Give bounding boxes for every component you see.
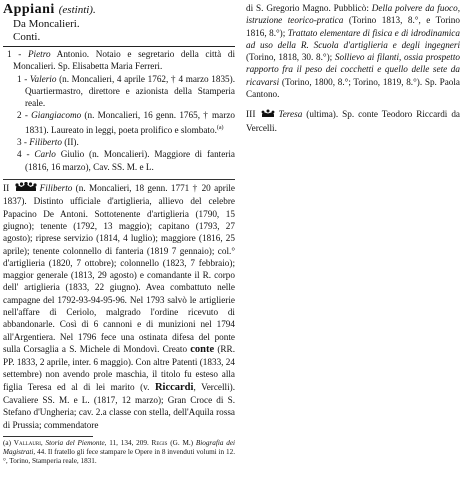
entry-name: Giangiacomo (31, 110, 82, 121)
coronet-icon (261, 109, 275, 121)
section-teresa (246, 108, 460, 134)
riccardi-word: Riccardi (154, 381, 194, 393)
continuation-text: di S. Gregorio Magno. Pubblicò: (246, 3, 372, 13)
family-branch: Conti. (13, 31, 41, 43)
entry-pietro (3, 48, 235, 73)
entry-text: (II). (61, 137, 79, 148)
entry-text: Giulio (n. Moncalieri). Maggiore di fanteria (1816, 16 marzo), Cav. SS. M. e L. (25, 149, 235, 172)
entry-carlo (3, 148, 235, 173)
section-text: , Vercelli). Cavaliere SS. M. e L. (1817, 12 marzo); Gran Croce di S. Stefano d'Ungheria; cav. 2.a classe con stella, dell'Aquila rossa di Prussia; commendatore (3, 381, 235, 430)
entry-name: Pietro (27, 49, 51, 59)
entry-filiberto-ref (3, 136, 235, 148)
footnote-text: 11, 134, 209. (106, 438, 149, 447)
section-text: (ultima). Sp. conte Teodoro Riccardi da Vercelli. (246, 109, 460, 133)
entry-valerio (3, 73, 235, 110)
family-name: Appiani (3, 2, 55, 17)
left-column (3, 2, 235, 467)
footnote-title: Biografia dei Magistrati, (3, 438, 236, 457)
entry-name: Filiberto (29, 137, 62, 148)
family-origin: Da Moncalieri. (13, 18, 80, 30)
continuation-text: (Torino, 1800, 8.°; Torino, 1819, 8.°). Sp. Paola Cantono. (246, 76, 460, 100)
work-title: Della polvere da fuoco, istruzione teorico-pratica (246, 3, 461, 26)
family-note: (estinti). (58, 4, 96, 16)
entry-name: Valerio (29, 73, 57, 84)
filiberto-continuation (246, 2, 460, 100)
footnote-author: Regis (148, 438, 168, 447)
footnote-text: (G. M.) (167, 438, 194, 447)
entry-name: Carlo (34, 149, 56, 160)
section-name: Teresa (278, 109, 303, 120)
conte-word: conte (190, 343, 215, 355)
section-text: (RR. PP. 1833, 2 aprile, inter. 6 maggio). Con altre Patenti (1833, 24 settembre) non avendo prole maschia, il titolo fu esteso alla figlia Teresa ed al di lei marito (v. (3, 343, 235, 392)
section-divider (3, 179, 235, 180)
entry-number: 4 - (17, 149, 30, 160)
footnote-ref: (a) (216, 124, 224, 131)
family-heading (3, 2, 235, 18)
footnote-text: 44. Il fratello gli fece stampare le Opere in 8 invenduti volumi in 12.°, Torino, Stamperia reale, 1831. (3, 448, 235, 466)
entry-text: (n. Moncalieri, 16 genn. 1765, † marzo 1831). Laureato in leggi, poeta prolifico e slombato. (25, 110, 235, 135)
entry-number: 1 - (17, 73, 28, 84)
entry-number: 2 - (17, 110, 28, 121)
entry-number: 1 - (7, 49, 22, 59)
work-title: Sollievo ai filanti, ossia prospetto rapporto fra il peso dei cocchetti e quello delle sete da ricavarsi (246, 52, 460, 87)
footnote (3, 439, 235, 467)
section-numeral: II (3, 184, 10, 195)
footnote-rule (3, 436, 93, 437)
continuation-text: (Torino, 1818, 30. 8.°); (246, 52, 335, 63)
section-text: (n. Moncalieri, 18 genn. 1771 † 20 aprile 1837). Distinto ufficiale d'artiglieria, allievo del celebre Papacino De Antoni. Sottotenente d'artiglieria (1790, 15 giugno); tenente (1792, 13 maggio); capitano (1793, 27 agosto); riprese servizio (1814, 4 luglio); maggiore (1816, 25 aprile); tenente colonnello di fanteria (1819 7 gennaio); col.° d'artiglieria (1820, 7 ottobre); colonnello (1823, 7 febbraio); maggior generale (1813, 29 agosto) e comandante il R. corpo dell' artiglieria (1833, 22 giugno). Avea combattuto nelle campagne del 1792-93-94-95-96. Nel 1793 salvò le artiglierie nell'affare di Ceriolo, malgrado l'ordine ricevuto di abbandonarle. Così di 6 cannoni e di munizioni nel 1794 all'Argentiera. Nel 1796 fece una ostinata difesa del ponte sulla Corsaglia a S. Michele di Mondovì. Creato (3, 183, 236, 354)
section-filiberto (3, 182, 235, 431)
entry-giangiacomo (3, 109, 235, 136)
entry-number: 3 - (17, 137, 27, 148)
crown-icon (15, 182, 37, 195)
heading-rule (3, 46, 235, 47)
section-numeral: III (246, 110, 256, 121)
entry-text: (n. Moncalieri, 4 aprile 1762, † 4 marzo 1835). Quartiermastro, direttore e azionista della Stamperia reale. (25, 73, 236, 109)
footnote-title: Storia del Piemonte, (42, 438, 107, 447)
footnote-mark: (a) (3, 438, 11, 447)
continuation-text: (Torino 1813, 8.°, e Torino 1816, 8.°); (246, 15, 460, 38)
entry-text: Antonio. Notaio e segretario della città di Moncalieri. Sp. Elisabetta Maria Ferreri. (13, 49, 236, 72)
section-name: Filiberto (39, 183, 73, 194)
right-column (246, 2, 460, 134)
work-title: Trattato elementare di fisica e di idrodinamica ad uso della R. Scuola d'artiglieria e degli ingegneri (246, 27, 460, 50)
footnote-author: Vallauri, (13, 438, 43, 447)
